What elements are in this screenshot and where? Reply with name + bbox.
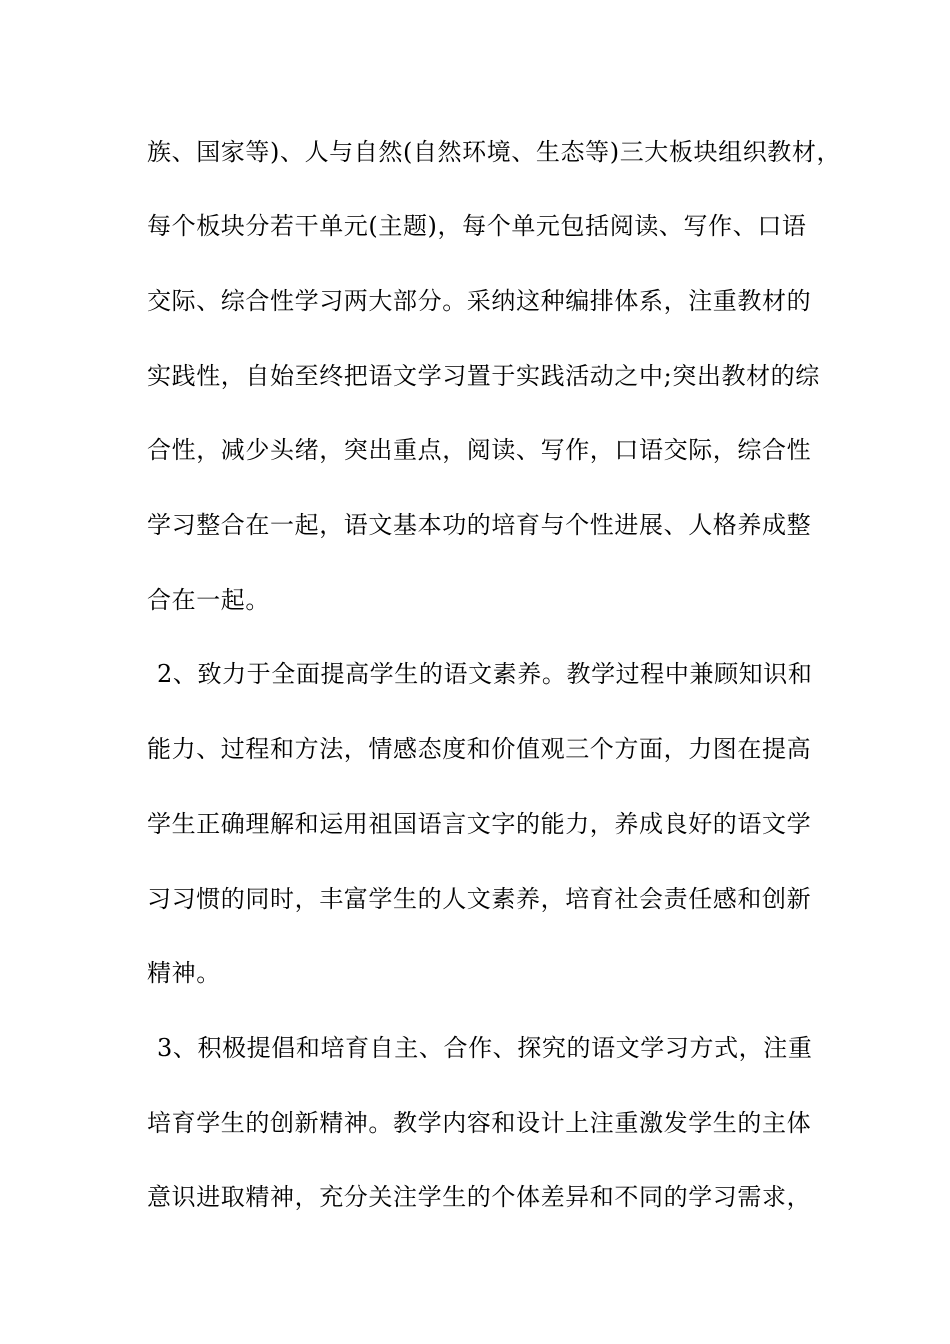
text-line: 习习惯的同时，丰富学生的人文素养，培育社会责任感和创新 bbox=[147, 885, 812, 913]
text-line: 合性，减少头绪，突出重点，阅读、写作，口语交际，综合性 bbox=[147, 436, 812, 464]
text-line: 合在一起。 bbox=[147, 586, 270, 614]
text-line: 实践性，自始至终把语文学习置于实践活动之中;突出教材的综 bbox=[147, 362, 820, 390]
text-line: 培育学生的创新精神。教学内容和设计上注重激发学生的主体 bbox=[147, 1109, 812, 1137]
text-line: 交际、综合性学习两大部分。采纳这种编排体系，注重教材的 bbox=[147, 287, 812, 315]
text-line: 学习整合在一起，语文基本功的培育与个性进展、人格养成整 bbox=[147, 511, 812, 539]
text-line: 族、国家等)、人与自然(自然环境、生态等)三大板块组织教材， bbox=[147, 138, 842, 166]
text-line: 每个板块分若干单元(主题)，每个单元包括阅读、写作、口语 bbox=[147, 212, 807, 240]
text-line: 3、积极提倡和培育自主、合作、探究的语文学习方式，注重 bbox=[157, 1034, 813, 1062]
text-line: 2、致力于全面提高学生的语文素养。教学过程中兼顾知识和 bbox=[157, 660, 813, 688]
text-line: 意识进取精神，充分关注学生的个体差异和不同的学习需求， bbox=[147, 1183, 812, 1211]
text-line: 精神。 bbox=[147, 959, 221, 987]
text-line: 能力、过程和方法，情感态度和价值观三个方面，力图在提高 bbox=[147, 735, 812, 763]
text-line: 学生正确理解和运用祖国语言文字的能力，养成良好的语文学 bbox=[147, 810, 812, 838]
